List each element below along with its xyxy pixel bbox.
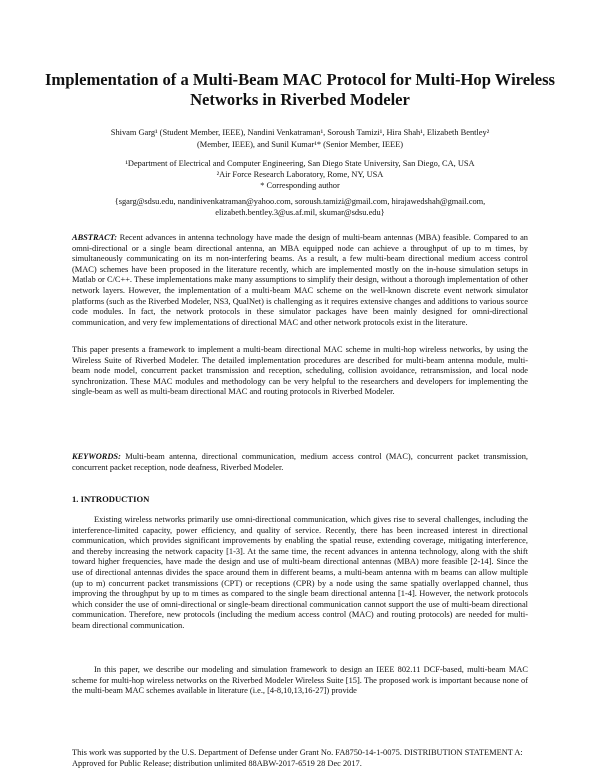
author-list bbox=[66, 127, 534, 151]
abstract-text: Recent advances in antenna technology have made the design of multi-beam antennas (MBA) feasible. Compared to an omni-directional or a single beam directional antenna, an MBA equipped node can achieve a throughput of up to m times, by simultaneously communicating on its m non-interfering beams. As a result, a few multi-beam directional medium access control (MAC) schemes have been proposed in the literature recently, which are implemented mostly on the in-house simulation setups in Matlab or C/C++. These implementations make many assumptions to simplify their design, without a thorough implementation of other network layers. However, the implementation of a multi-beam MAC scheme on the well-known discrete event network simulator platforms (such as the Riverbed Modeler, NS3, QualNet) is challenging as it requires extensive changes and additions to various source code modules. In fact, the network protocols in these simulator packages have been mainly designed for omni-directional communication, and very few implementations of directional MAC and other network protocols exist in the literature. bbox=[72, 233, 528, 327]
intro-paragraph-2: In this paper, we describe our modeling and simulation framework to design an IEEE 802.11 DCF-based, multi-beam MAC scheme for multi-hop wireless networks on the Riverbed Modeler Wireless Suite [15]. The proposed work is important because none of the multi-beam MAC schemes available in literature (i.e., [4-8,10,13,16-27]) provide bbox=[72, 665, 528, 696]
abstract-paragraph-2: This paper presents a framework to implement a multi-beam directional MAC scheme in multi-hop wireless networks, by using the Wireless Suite of Riverbed Modeler. The detailed implementation procedures are described for multi-beam antenna module, multi-beam node model, concurrent packet transmission and reception, scheduling, collision avoidance, retransmission, and local node synchronization. These MAC modules and methodology can be very helpful to the researchers and developers for implementing the single-beam as well as multi-beam directional MAC and routing protocols in Riverbed Modeler. bbox=[72, 345, 528, 397]
abstract-label: ABSTRACT: bbox=[72, 233, 117, 242]
section-heading-introduction: 1. INTRODUCTION bbox=[72, 494, 150, 504]
keywords-paragraph bbox=[72, 452, 528, 473]
author-emails bbox=[60, 196, 540, 218]
author-line-2: (Member, IEEE), and Sunil Kumar¹* (Senior Member, IEEE) bbox=[196, 140, 404, 149]
keywords-text: Multi-beam antenna, directional communication, medium access control (MAC), concurrent packet transmission, concurrent packet reception, node deafness, Riverbed Modeler. bbox=[72, 452, 528, 472]
keywords-label: KEYWORDS: bbox=[72, 452, 121, 461]
intro-paragraph-1: Existing wireless networks primarily use omni-directional communication, which gives rise to several challenges, including the interference-limited capacity, power efficiency, and quality of service. Recently, there has been increased interest in directional communication, which provides significant improvements by enabling the spatial reuse, extending coverage, mitigating interference, and thereby increasing the network capacity [1-3]. At the same time, the recent advances in antenna technology, along with the shift toward higher frequencies, have made the design and use of multi-beam directional antennas (MBA) more feasible [2-14]. Since the use of directional antennas divides the space around them in different beams, a multi-beam antenna with m beams can allow multiple (up to m) concurrent packet transmissions (CPT) or receptions (CPR) by a node using the same spatially overlapped channel, thus improving the throughput by up to m times as compared to the single beam directional antenna [1-4]. However, the network protocols which consider the use of omni-directional or single-beam directional communication cannot support the use of multi-beam directional communication. Therefore, new protocols (including the medium access control (MAC) and routing protocols) are needed for multi-beam directional communication. bbox=[72, 515, 528, 630]
corresponding-author-note: * Corresponding author bbox=[260, 181, 340, 190]
paper-title: Implementation of a Multi-Beam MAC Protocol for Multi-Hop Wireless Networks in Riverbed Modeler bbox=[44, 70, 556, 109]
funding-footnote: This work was supported by the U.S. Department of Defense under Grant No. FA8750-14-1-0075. DISTRIBUTION STATEMENT A: Approved for Public Release; distribution unlimited 88ABW-2017-6519 28 Dec 2017. bbox=[72, 748, 523, 768]
abstract-paragraph bbox=[72, 233, 528, 328]
author-line-1: Shivam Garg¹ (Student Member, IEEE), Nandini Venkatraman¹, Soroush Tamizi¹, Hira Shah¹, Elizabeth Bentley² bbox=[110, 128, 490, 137]
email-line-2: elizabeth.bentley.3@us.af.mil, skumar@sdsu.edu} bbox=[215, 208, 385, 217]
affiliation-2: ²Air Force Research Laboratory, Rome, NY, USA bbox=[216, 170, 384, 179]
email-line-1: {sgarg@sdsu.edu, nandinivenkatraman@yahoo.com, soroush.tamizi@gmail.com, hirajawedshah@gmail.com, bbox=[114, 197, 486, 206]
affiliations bbox=[60, 158, 540, 191]
affiliation-1: ¹Department of Electrical and Computer Engineering, San Diego State University, San Diego, CA, USA bbox=[125, 159, 475, 168]
